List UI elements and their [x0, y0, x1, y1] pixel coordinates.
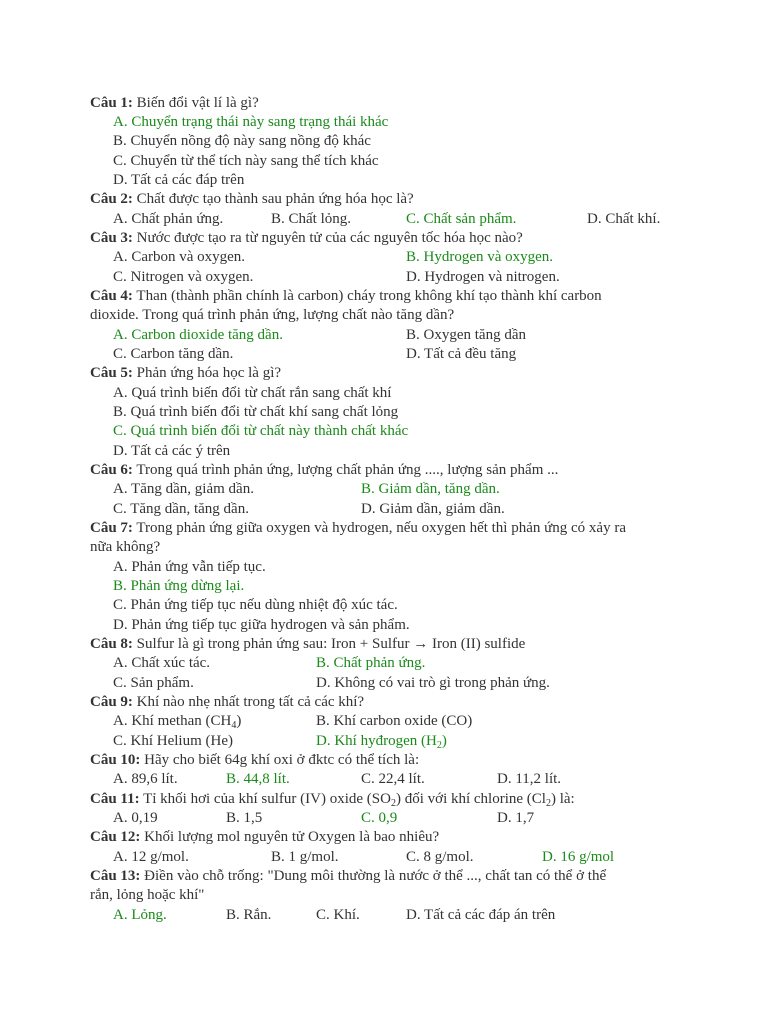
question-12 — [90, 828, 439, 847]
q7-option-d: D. Phản ứng tiếp tục giữa hydrogen và sản phẩm. — [113, 617, 410, 633]
question-text: Khí nào nhẹ nhất trong tất cả các khí? — [136, 694, 365, 710]
q2-option-c: C. Chất sản phẩm. — [406, 211, 517, 227]
q5-option-d: D. Tất cả các ý trên — [113, 443, 231, 459]
question-label: Câu 11: — [90, 791, 140, 807]
q11-option-c: C. 0,9 — [361, 810, 398, 826]
question-text: Trong quá trình phản ứng, lượng chất phản ứng ...., lượng sản phẩm ... — [136, 462, 559, 478]
q11-option-d: D. 1,7 — [497, 810, 535, 826]
question-7 — [90, 519, 626, 538]
q3-option-d: D. Hydrogen và nitrogen. — [406, 269, 560, 285]
q10-option-d: D. 11,2 lít. — [497, 771, 562, 787]
q11-option-b: B. 1,5 — [226, 810, 263, 826]
q3-option-c: C. Nitrogen và oxygen. — [113, 269, 254, 285]
q2-option-b: B. Chất lỏng. — [271, 211, 352, 227]
question-text: Phản ứng hóa học là gì? — [136, 365, 282, 381]
q7-option-c: C. Phản ứng tiếp tục nếu dùng nhiệt độ xúc tác. — [113, 597, 398, 613]
question-11: Câu 11: Tỉ khối hơi của khí sulfur (IV) oxide $(SO_2)$ đối với khí chlorine $(Cl_2)$ là: — [90, 791, 575, 809]
q6-option-b: B. Giảm dần, tăng dần. — [361, 481, 500, 497]
q5-option-b: B. Quá trình biến đổi từ chất khí sang chất lỏng — [113, 404, 399, 420]
question-label: Câu 3: — [90, 230, 133, 246]
q8-option-c: C. Sản phẩm. — [113, 675, 194, 691]
q1-option-b: B. Chuyển nồng độ này sang nồng độ khác — [113, 133, 371, 149]
question-text: Chất được tạo thành sau phản ứng hóa học là? — [136, 191, 414, 207]
q12-option-b: B. 1 g/mol. — [271, 849, 339, 865]
q4-option-c: C. Carbon tăng dần. — [113, 346, 234, 362]
q6-option-a: A. Tăng dần, giảm dần. — [113, 481, 254, 497]
question-9 — [90, 693, 364, 712]
question-label: Câu 2: — [90, 191, 133, 207]
question-2 — [90, 190, 414, 209]
q10-option-a: A. 89,6 lít. — [113, 771, 178, 787]
question-8 — [90, 635, 525, 654]
question-1 — [90, 94, 259, 113]
question-label: Câu 5: — [90, 365, 133, 381]
q13-option-c: C. Khí. — [316, 907, 360, 923]
q2-option-d: D. Chất khí. — [587, 211, 661, 227]
question-10 — [90, 751, 419, 770]
question-text: Nước được tạo ra từ nguyên tử của các nguyên tốc hóa học nào? — [136, 230, 523, 246]
q1-option-a: A. Chuyển trạng thái này sang trạng thái khác — [113, 114, 389, 130]
question-5 — [90, 364, 281, 383]
question-text: Khối lượng mol nguyên tử Oxygen là bao nhiêu? — [144, 829, 440, 845]
question-13 — [90, 867, 606, 886]
question-6 — [90, 461, 558, 480]
question-label: Câu 13: — [90, 868, 141, 884]
q12-option-d: D. 16 g/mol — [542, 849, 615, 865]
q2-option-a: A. Chất phản ứng. — [113, 211, 224, 227]
question-label: Câu 9: — [90, 694, 133, 710]
question-text: Sulfur là gì trong phản ứng sau: Iron + Sulfur → Iron (II) sulfide — [136, 636, 526, 652]
q13-option-a: A. Lỏng. — [113, 907, 167, 923]
q8-option-b: B. Chất phản ứng. — [316, 655, 426, 671]
q12-option-a: A. 12 g/mol. — [113, 849, 189, 865]
question-3 — [90, 229, 523, 248]
question-text: Biến đổi vật lí là gì? — [136, 95, 259, 111]
question-7-cont: nữa không? — [90, 539, 161, 555]
q5-option-c: C. Quá trình biến đổi từ chất này thành chất khác — [113, 423, 409, 439]
question-text: Than (thành phần chính là carbon) cháy trong không khí tạo thành khí carbon — [136, 288, 602, 304]
question-label: Câu 7: — [90, 520, 133, 536]
question-label: Câu 10: — [90, 752, 141, 768]
q10-option-c: C. 22,4 lít. — [361, 771, 425, 787]
q9-option-b: B. Khí carbon oxide (CO) — [316, 713, 473, 729]
question-label: Câu 6: — [90, 462, 133, 478]
q13-option-d: D. Tất cả các đáp án trên — [406, 907, 556, 923]
q6-option-d: D. Giảm dần, giảm dần. — [361, 501, 505, 517]
question-4 — [90, 287, 602, 306]
q3-option-a: A. Carbon và oxygen. — [113, 249, 246, 265]
q7-option-a: A. Phản ứng vẫn tiếp tục. — [113, 559, 266, 575]
q1-option-d: D. Tất cả các đáp trên — [113, 172, 245, 188]
q4-option-b: B. Oxygen tăng dần — [406, 327, 526, 343]
question-13-cont: rắn, lỏng hoặc khí" — [90, 887, 205, 903]
q4-option-a: A. Carbon dioxide tăng dần. — [113, 327, 283, 343]
q7-option-b: B. Phản ứng dừng lại. — [113, 578, 245, 594]
question-4-cont: dioxide. Trong quá trình phản ứng, lượng chất nào tăng dần? — [90, 307, 455, 323]
q4-option-d: D. Tất cả đều tăng — [406, 346, 517, 362]
question-label: Câu 8: — [90, 636, 133, 652]
q9-option-c: C. Khí Helium (He) — [113, 733, 233, 749]
q9-option-d: D. Khí hyđrogen $(H_2)$ — [316, 733, 447, 751]
question-text: Trong phản ứng giữa oxygen và hydrogen, nếu oxygen hết thì phản ứng có xảy ra — [136, 520, 626, 536]
q12-option-c: C. 8 g/mol. — [406, 849, 474, 865]
q10-option-b: B. 44,8 lít. — [226, 771, 290, 787]
q5-option-a: A. Quá trình biến đổi từ chất rắn sang chất khí — [113, 385, 392, 401]
q8-option-a: A. Chất xúc tác. — [113, 655, 211, 671]
q6-option-c: C. Tăng dần, tăng dần. — [113, 501, 249, 517]
question-label: Câu 12: — [90, 829, 141, 845]
q11-option-a: A. 0,19 — [113, 810, 158, 826]
q8-option-d: D. Không có vai trò gì trong phản ứng. — [316, 675, 550, 691]
q3-option-b: B. Hydrogen và oxygen. — [406, 249, 554, 265]
question-label: Câu 4: — [90, 288, 133, 304]
q9-option-a: A. Khí methan $(CH_4)$ — [113, 713, 242, 731]
q1-option-c: C. Chuyển từ thể tích này sang thể tích khác — [113, 153, 379, 169]
question-text: Điền vào chỗ trống: "Dung môi thường là nước ở thể ..., chất tan có thể ở thể — [144, 868, 607, 884]
question-label: Câu 1: — [90, 95, 133, 111]
question-text: Hãy cho biết 64g khí oxi ở đktc có thể tích là: — [144, 752, 420, 768]
q13-option-b: B. Rắn. — [226, 907, 272, 923]
